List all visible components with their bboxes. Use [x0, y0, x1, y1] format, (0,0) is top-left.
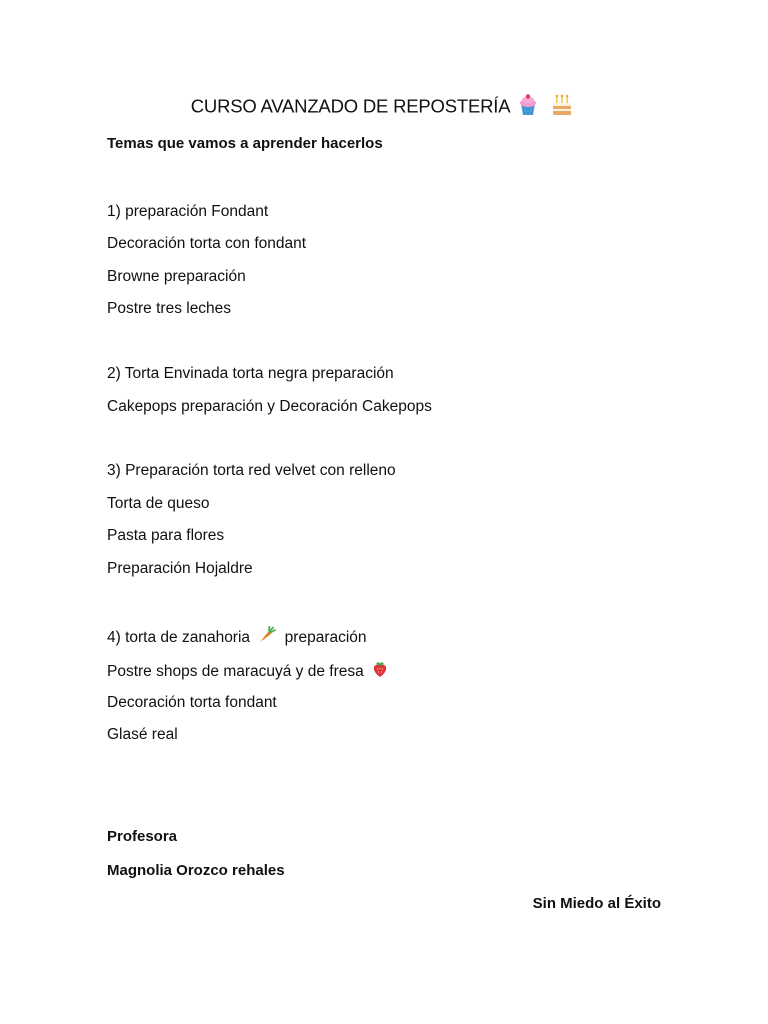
- list-item-text: Postre shops de maracuyá y de fresa: [107, 663, 364, 681]
- list-item-text: 4) torta de zanahoria: [107, 629, 251, 647]
- list-item: Decoración torta fondant: [107, 694, 277, 711]
- list-item: [107, 626, 367, 650]
- list-item: Glasé real: [107, 726, 178, 743]
- birthday-cake-icon: [551, 94, 573, 121]
- list-item: Decoración torta con fondant: [107, 235, 307, 252]
- teacher-name: Magnolia Orozco rehales: [107, 862, 285, 879]
- list-item: 1) preparación Fondant: [107, 203, 269, 220]
- list-item: Preparación Hojaldre: [107, 560, 253, 577]
- list-item: Postre tres leches: [107, 300, 232, 317]
- list-item: Cakepops preparación y Decoración Cakepops: [107, 398, 432, 415]
- document-title: [0, 94, 768, 121]
- list-item: 2) Torta Envinada torta negra preparación: [107, 365, 394, 382]
- list-item: [107, 660, 392, 684]
- motto: Sin Miedo al Éxito: [532, 895, 661, 912]
- list-item: 3) Preparación torta red velvet con relleno: [107, 462, 396, 479]
- cupcake-icon: [518, 94, 538, 121]
- list-item-text: preparación: [284, 629, 367, 647]
- list-item: Pasta para flores: [107, 527, 225, 544]
- teacher-label: Profesora: [107, 828, 178, 845]
- title-text: CURSO AVANZADO DE REPOSTERÍA: [190, 95, 510, 117]
- subtitle: Temas que vamos a aprender hacerlos: [107, 135, 383, 152]
- carrot-icon: [258, 626, 276, 650]
- strawberry-icon: [372, 660, 388, 684]
- list-item: Browne preparación: [107, 268, 246, 285]
- list-item: Torta de queso: [107, 495, 210, 512]
